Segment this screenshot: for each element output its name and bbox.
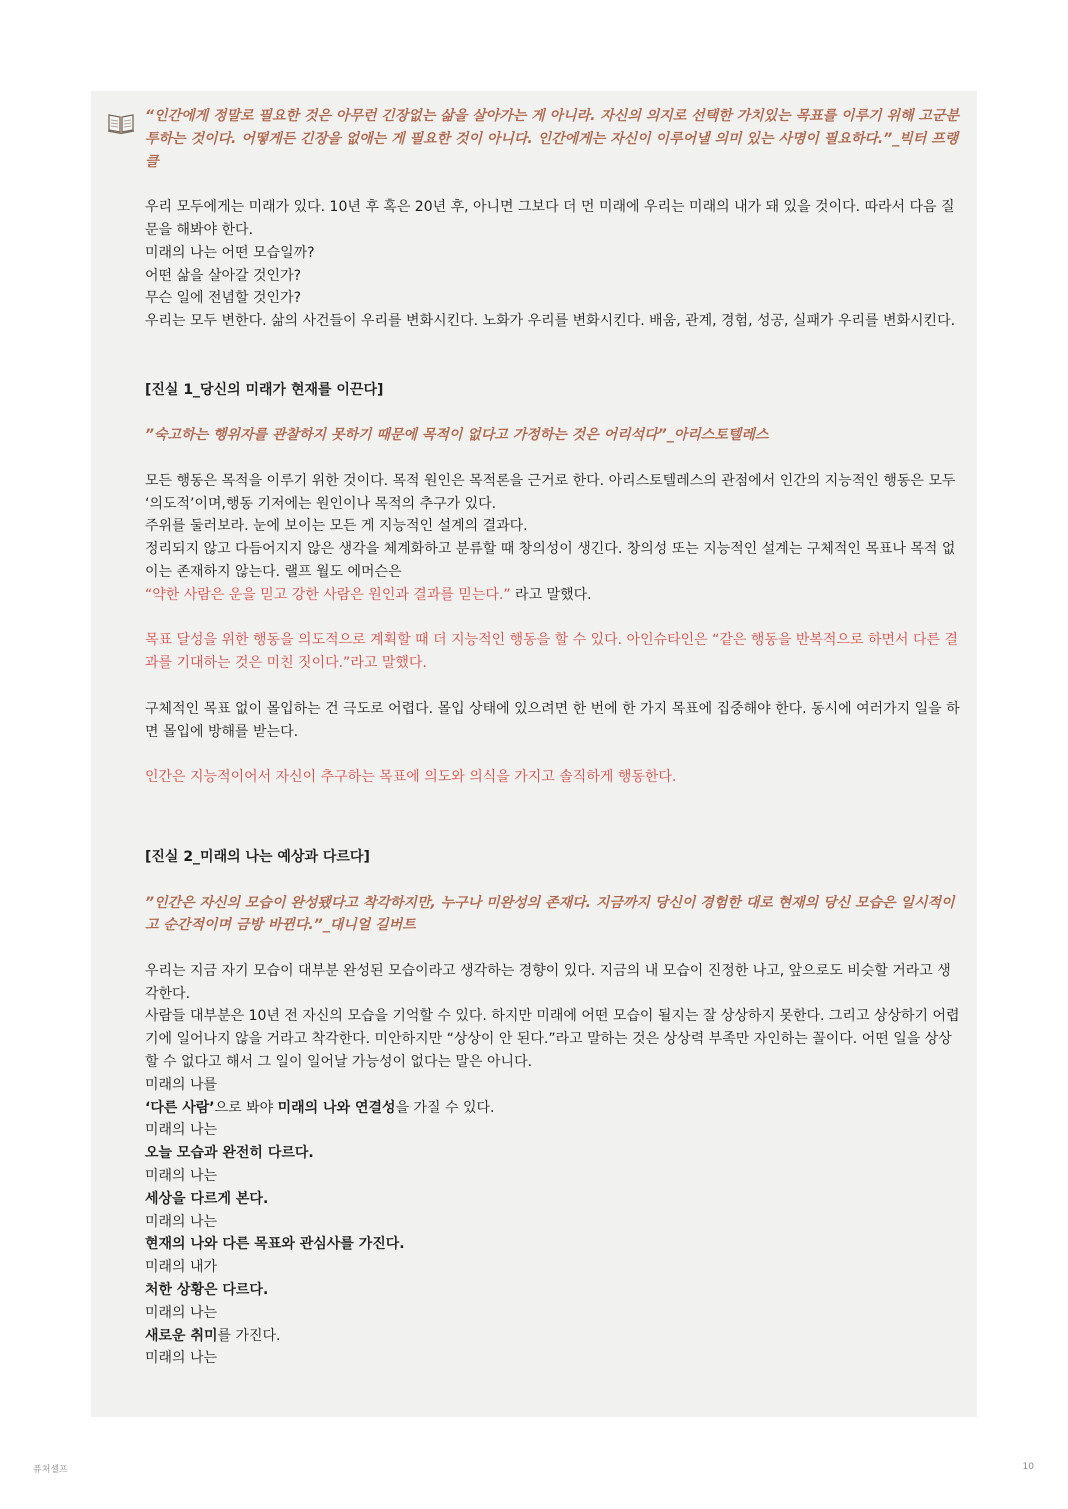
text-span: 으로 봐야 bbox=[214, 1099, 278, 1116]
emerson-line bbox=[145, 584, 963, 607]
section1-paragraph: 구체적인 목표 없이 몰입하는 건 극도로 어렵다. 몰입 상태에 있으려면 한 번에 한 가지 목표에 집중해야 한다. 동시에 여러가지 일을 하면 몰입에 방해를 받는다. bbox=[145, 700, 960, 740]
future-statement bbox=[145, 1233, 963, 1256]
callout-content bbox=[145, 105, 963, 1370]
section1-paragraph: 정리되지 않고 다듬어지지 않은 생각을 체계화하고 분류할 때 창의성이 생긴다. 창의성 또는 지능적인 설계는 구체적인 목표나 목적 없이는 존재하지 않는다. 랠프 월도 에머슨은 bbox=[145, 541, 956, 580]
emerson-quote: “약한 사람은 운을 믿고 강한 사람은 원인과 결과를 믿는다.” bbox=[145, 586, 511, 603]
bold-phrase: 현재의 나와 다른 목표와 관심사를 가진다. bbox=[145, 1236, 405, 1253]
bold-phrase: 오늘 모습과 완전히 다르다. bbox=[145, 1145, 314, 1162]
future-lead: 미래의 나는 bbox=[145, 1168, 218, 1185]
section2-paragraph: 사람들 대부분은 10년 전 자신의 모습을 기억할 수 있다. 하지만 미래에 어떤 모습이 될지는 잘 상상하지 못한다. 그리고 상상하기 어렵기에 일어나지 않을 거라고 착각한다. 미안하지만 “상상이 안 된다.”라고 말하는 것은 상상력 부족만 자인하는 꼴이다. 어떤 일을 상상할 수 없다고 해서 그 일이 일어날 가능성이 없다는 말은 아니다. bbox=[145, 1008, 960, 1071]
emerson-tail: 라고 말했다. bbox=[510, 586, 592, 603]
bold-phrase: 새로운 취미 bbox=[145, 1327, 218, 1344]
section1-red-paragraph: 목표 달성을 위한 행동을 의도적으로 계획할 때 더 지능적인 행동을 할 수 있다. 아인슈타인은 “같은 행동을 반복적으로 하면서 다른 결과를 기대하는 것은 미친 짓이다.”라고 말했다. bbox=[145, 632, 959, 672]
text-span: 을 가질 수 있다. bbox=[395, 1099, 495, 1116]
other-person-line bbox=[145, 1097, 963, 1120]
text-span: 를 가진다. bbox=[217, 1327, 281, 1344]
intro-paragraph: 우리는 모두 변한다. 삶의 사건들이 우리를 변화시킨다. 노화가 우리를 변화시킨다. 배움, 관계, 경험, 성공, 실패가 우리를 변화시킨다. bbox=[145, 313, 956, 330]
section1-heading: [진실 1_당신의 미래가 현재를 이끈다] bbox=[145, 381, 384, 398]
future-lead: 미래의 나는 bbox=[145, 1213, 218, 1230]
section1-paragraph: 모든 행동은 목적을 이루기 위한 것이다. 목적 원인은 목적론을 근거로 한다. 아리스토텔레스의 관점에서 인간의 지능적인 행동은 모두 ‘의도적’이며,행동 기저에는 원인이나 목적의 추구가 있다. bbox=[145, 472, 956, 512]
section2-heading: [진실 2_미래의 나는 예상과 다르다] bbox=[145, 848, 370, 865]
bold-phrase: 세상을 다르게 본다. bbox=[145, 1190, 269, 1207]
future-lead: 미래의 내가 bbox=[145, 1259, 218, 1276]
future-statement bbox=[145, 1188, 963, 1211]
section2-quote: ”인간은 자신의 모습이 완성됐다고 착각하지만, 누구나 미완성의 존재다. 지금까지 당신이 경험한 대로 현재의 당신 모습은 일시적이고 순간적이며 금방 바뀐다.”_대니얼 길버트 bbox=[145, 894, 955, 934]
bold-phrase: ‘다른 사람’ bbox=[145, 1099, 215, 1116]
future-statement bbox=[145, 1279, 963, 1302]
future-lead: 미래의 나는 bbox=[145, 1122, 218, 1139]
future-statement bbox=[145, 1325, 963, 1348]
intro-question: 미래의 나는 어떤 모습일까? bbox=[145, 244, 315, 261]
section2-paragraph: 미래의 나를 bbox=[145, 1076, 218, 1093]
opening-quote: “인간에게 정말로 필요한 것은 아무런 긴장없는 삶을 살아가는 게 아니라. 자신의 의지로 선택한 가치있는 목표를 이루기 위해 고군분투하는 것이다. 어떻게든 긴장을 없애는 게 필요한 것이 아니다. 인간에게는 자신이 이루어낼 의미 있는 사명이 필요하다.”_빅터 프랭클 bbox=[145, 108, 959, 170]
section1-red-paragraph: 인간은 지능적이어서 자신이 추구하는 목표에 의도와 의식을 가지고 솔직하게 행동한다. bbox=[145, 769, 677, 786]
page-number: 10 bbox=[1022, 1462, 1034, 1472]
intro-question: 무슨 일에 전념할 것인가? bbox=[145, 290, 302, 307]
callout-block bbox=[91, 91, 977, 1417]
future-statement bbox=[145, 1142, 963, 1165]
section1-quote: ”숙고하는 행위자를 관찰하지 못하기 때문에 목적이 없다고 가정하는 것은 어리석다”_아리스토텔레스 bbox=[145, 427, 769, 444]
future-lead: 미래의 나는 bbox=[145, 1350, 218, 1367]
section2-paragraph: 우리는 지금 자기 모습이 대부분 완성된 모습이라고 생각하는 경향이 있다. 지금의 내 모습이 진정한 나고, 앞으로도 비슷할 거라고 생각한다. bbox=[145, 962, 951, 1002]
footer-title: 퓨처셀프 bbox=[33, 1465, 68, 1475]
bold-phrase: 미래의 나와 연결성 bbox=[277, 1099, 396, 1116]
future-lead: 미래의 나는 bbox=[145, 1304, 218, 1321]
bold-phrase: 처한 상황은 다르다. bbox=[145, 1282, 269, 1299]
open-book-icon bbox=[107, 111, 135, 135]
intro-question: 어떤 삶을 살아갈 것인가? bbox=[145, 267, 302, 284]
intro-paragraph: 우리 모두에게는 미래가 있다. 10년 후 혹은 20년 후, 아니면 그보다 더 먼 미래에 우리는 미래의 내가 돼 있을 것이다. 따라서 다음 질문을 해봐야 한다. bbox=[145, 199, 955, 238]
section1-paragraph: 주위를 둘러보라. 눈에 보이는 모든 게 지능적인 설계의 결과다. bbox=[145, 518, 528, 535]
